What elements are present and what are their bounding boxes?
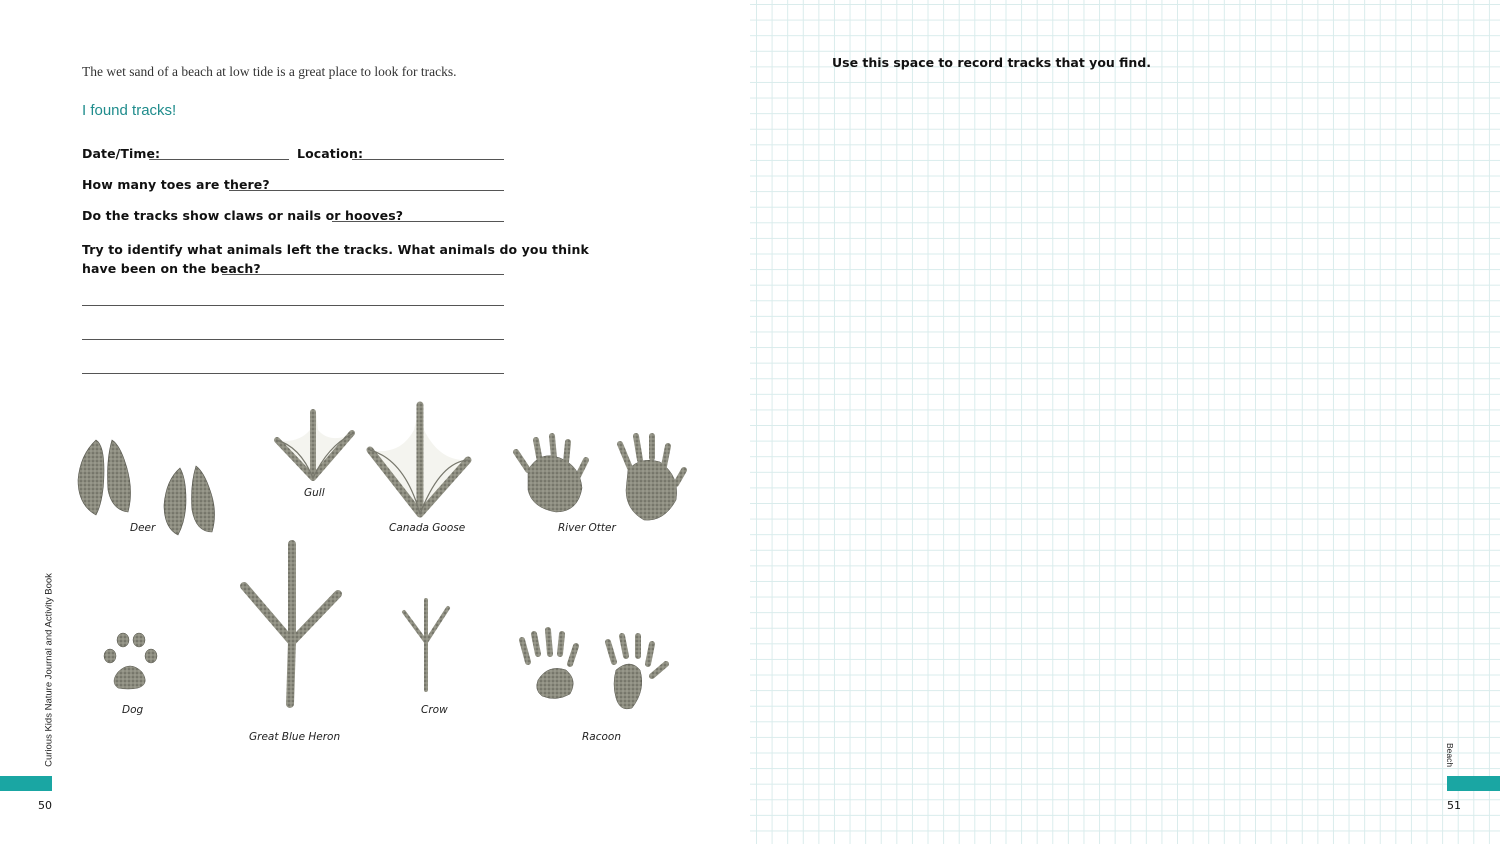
right-teal-tab — [1447, 776, 1500, 791]
right-page-grid — [750, 0, 1500, 844]
crow-track-icon — [404, 600, 448, 690]
toes-question: How many toes are there? — [82, 177, 270, 192]
track-label-crow: Crow — [421, 704, 448, 716]
left-teal-tab — [0, 776, 52, 791]
track-label-deer: Deer — [130, 522, 156, 534]
deer-track-icon — [78, 440, 215, 535]
location-label: Location: — [297, 146, 364, 161]
section-running-head: Beach — [1445, 742, 1455, 768]
location-field[interactable] — [352, 159, 504, 160]
intro-text: The wet sand of a beach at low tide is a great place to look for tracks. — [82, 64, 457, 79]
date-time-label: Date/Time: — [82, 146, 161, 161]
answer-line-1[interactable] — [82, 305, 504, 306]
identify-answer-field[interactable] — [222, 274, 504, 275]
track-label-racoon: Racoon — [582, 731, 622, 743]
record-tracks-prompt: Use this space to record tracks that you find. — [832, 55, 1152, 70]
page-number-left: 50 — [38, 799, 52, 812]
gull-track-icon — [276, 412, 352, 478]
track-label-canada-goose: Canada Goose — [389, 522, 466, 534]
track-label-great-blue-heron: Great Blue Heron — [249, 731, 341, 743]
date-time-field[interactable] — [149, 159, 289, 160]
animal-tracks-illustration — [0, 395, 750, 755]
book-title-running-head: Curious Kids Nature Journal and Activity Book — [43, 573, 55, 767]
toes-answer-field[interactable] — [229, 190, 504, 191]
track-label-gull: Gull — [304, 487, 325, 499]
racoon-track-icon — [522, 630, 666, 709]
identify-question-line1: Try to identify what animals left the tracks. What animals do you think — [82, 242, 589, 257]
dog-track-icon — [104, 633, 157, 689]
claws-answer-field[interactable] — [332, 221, 504, 222]
canada-goose-track-icon — [370, 405, 468, 514]
page-number-right: 51 — [1447, 799, 1461, 812]
great-blue-heron-track-icon — [244, 544, 338, 704]
answer-line-2[interactable] — [82, 339, 504, 340]
identify-question-line2: have been on the beach? — [82, 261, 261, 276]
track-label-river-otter: River Otter — [558, 522, 616, 534]
river-otter-track-icon — [516, 436, 684, 520]
track-label-dog: Dog — [122, 704, 144, 716]
found-tracks-heading: I found tracks! — [82, 102, 177, 119]
claws-question: Do the tracks show claws or nails or hooves? — [82, 208, 404, 223]
answer-line-3[interactable] — [82, 373, 504, 374]
